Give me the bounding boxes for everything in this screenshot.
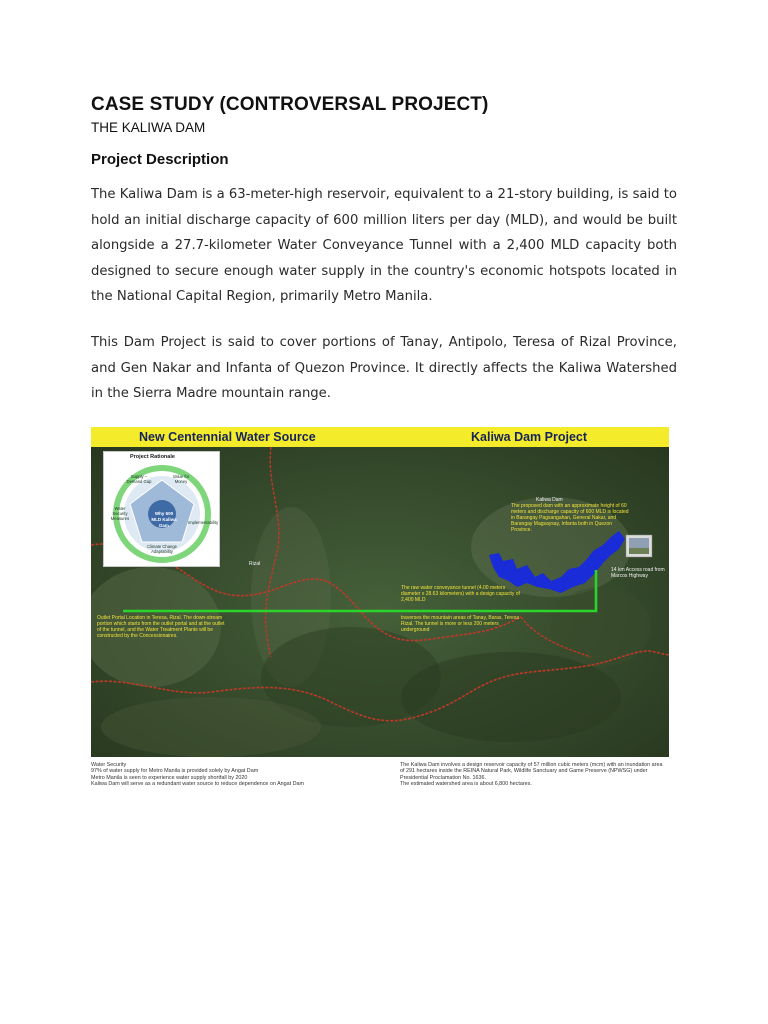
rationale-implementability: Implementability	[188, 520, 219, 525]
rationale-center: Why 600 MLD Kaliwa Dam	[151, 511, 177, 528]
rationale-supply-demand: Supply – Demand Gap	[126, 474, 152, 484]
rationale-climate-change: Climate Change Adaptability	[146, 544, 178, 554]
section-heading: Project Description	[91, 151, 229, 168]
rationale-value-for-money: Value for Money	[172, 474, 190, 484]
map-header-left: New Centennial Water Source	[139, 430, 316, 444]
label-rizal: Rizal	[249, 561, 261, 567]
paragraph-coverage: This Dam Project is said to cover portions of Tanay, Antipolo, Teresa of Rizal Province, and Gen Nakar and Infanta of Quezon Province. It directly affects the Kaliwa Watershed in the Sierra Madre mountain range.	[91, 335, 677, 401]
caption-water-security: Water Security 97% of water supply for Metro Manila is provided solely by Angat Dam Metro Manila is seen to experience water supply shortfall by 2020 Kaliwa Dam will serve as a redundant water source to reduce dependence on Angat Dam	[91, 762, 305, 788]
page-title: CASE STUDY (CONTROVERSAL PROJECT)	[91, 94, 489, 115]
label-tunnel: The raw water conveyance tunnel (4.00 meters diameter x 28.63 kilometers) with a design capacity of 2,400 MLD	[401, 585, 520, 603]
rationale-title: Project Rationale	[130, 454, 175, 460]
project-rationale-inset	[103, 451, 220, 567]
label-dam-name: Kaliwa Dam	[536, 497, 563, 503]
label-outlet-portal: Outlet Portal Location in Teresa, Rizal. The down-stream portion which starts from the outlet portal and at the outlet of the tunnel, and the Water Treatment Plants will be constructed by the Concessionaires.	[97, 615, 225, 639]
paragraph-description: The Kaliwa Dam is a 63-meter-high reservoir, equivalent to a 21-story building, is said to hold an initial discharge capacity of 600 million liters per day (MLD), and would be built alongside a 27.7-kilometer Water Conveyance Tunnel with a 2,400 MLD capacity both designed to secure enough water supply in the country's economic hotspots located in the National Capital Region, primarily Metro Manila.	[91, 187, 677, 304]
page-subtitle: THE KALIWA DAM	[91, 120, 206, 135]
label-dam-description: The proposed dam with an approximate height of 60 meters and discharge capacity of 600 MLD is located in Barangay Pagsangahan, General Nakar, and Barangay Magsaysay, Infanta both in Quezon Province.	[511, 503, 629, 533]
label-traverses: traverses the mountain areas of Tanay, Baras, Teresa Rizal. The tunnel is more or less 200 meters underground	[401, 615, 520, 633]
caption-reservoir-details: The Kaliwa Dam involves a design reservoir capacity of 57 million cubic meters (mcm) with an inundation area of 291 hectares inside the REINA Natural Park, Wildlife Sanctuary and Game Preserve (NPWSG) under Presidential Proclamation No. 1636. The estimated watershed area is about 6,800 hectares.	[400, 762, 663, 788]
kaliwa-dam-map-figure	[91, 427, 669, 757]
label-access-road: 14 km Access road from Marcos Highway	[611, 567, 665, 579]
map-header-right: Kaliwa Dam Project	[471, 430, 588, 444]
rationale-water-security: Water Security Measures	[110, 506, 130, 521]
